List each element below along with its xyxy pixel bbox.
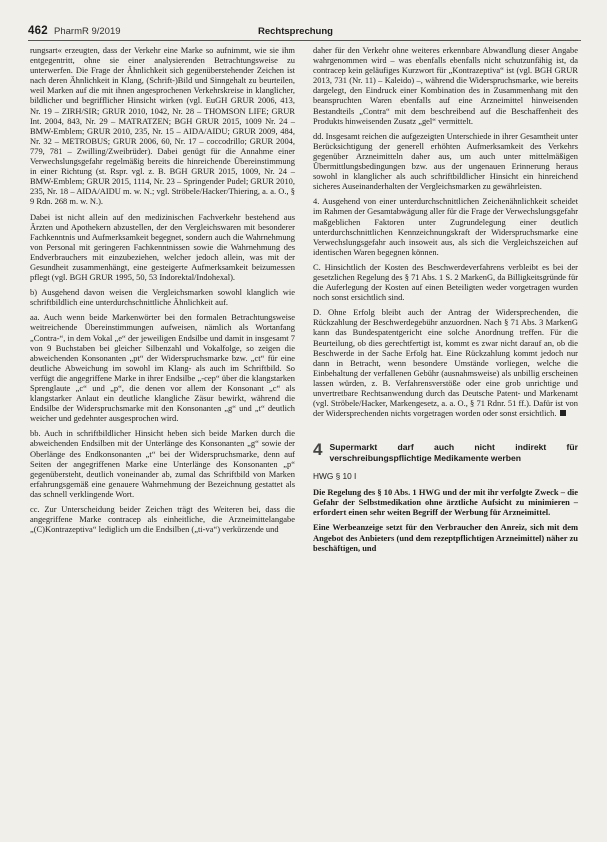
right-paragraph-5	[313, 307, 578, 418]
right-paragraph-4: C. Hinsichtlich der Kosten des Beschwerdeverfahrens verbleibt es bei der gesetzlichen Regelung des § 71 Abs. 1 S. 2 MarkenG, da Billigkeitsgründe für die Auferlegung der Kosten auf einen Beteiligten weder vorgetragen wurden noch sonst ersichtlich sind.	[313, 261, 578, 303]
end-of-article-mark	[560, 410, 566, 416]
page-number: 462	[28, 25, 48, 37]
right-paragraph-1: daher für den Verkehr ohne weiteres erkennbare Abwandlung dieser Angabe wahrgenommen wird – was ebenfalls ebenfalls nicht schutzunfähig ist, da contracep kein geläufiges Kurzwort für „Kontrazeptiva“ ist (vgl. BGH GRUR 2013, 731 (Nr. 11) – Kaleido) –, während die Widerspruchsmarke, wie bereits dargelegt, den Eindruck einer Kombination des in Zusammenhang mit den beanspruchten Waren ebenfalls auf eine Arzneimittel hinweisenden Bestandteils „Contra“ mit dem beschreibend auf die Beschaffenheit des Produkts hinweisenden Zusatz „gel“ vermittelt.	[313, 45, 578, 126]
journal-issue: PharmR 9/2019	[54, 26, 121, 37]
right-paragraph-5-text: D. Ohne Erfolg bleibt auch der Antrag der Widersprechenden, die Rückzahlung der Beschwerdegebühr anzuordnen. Nach § 71 Abs. 3 MarkenG kann das Bundespatentgericht eine solche Anordnung treffen. Für die Beurteilung, ob dies gerechtfertigt ist, kommt es zwar nicht darauf an, ob die Beschwerde in der Sache Erfolg hat. Eine Rückzahlung kommt jedoch nur dann in Betracht, wenn besondere Umstände vorliegen, welche die Einbehaltung der verfallenen Gebühr (ausnahmsweise) als unbillig erscheinen lassen würden, z. B. Verfahrensverstöße oder eine grob unrichtige und unvertretbare Rechtsanwendung durch das Deutsche Patent- und Markenamt (vgl. Ströbele/Hacker, Markengesetz, a. a. O., § 71 Rdnr. 51 ff.). Dafür ist von der Widersprechenden nichts vorgetragen worden oder sonst ersichtlich.	[313, 307, 578, 419]
new-decision-section	[313, 442, 578, 552]
right-paragraph-3: 4. Ausgehend von einer unterdurchschnittlichen Zeichenähnlichkeit scheidet im Rahmen der Gesamtabwägung aller für die Frage der Verwechslungsgefahr maßgeblichen Faktoren unter Zugrundelegung einer deutlich unterdurchschnittlichen Kennzeichnungskraft der Widerspruchsmarke eine Verwechslungsgefahr auch insoweit aus, als sich die Vergleichszeichen auf identischen Waren begegnen können.	[313, 196, 578, 257]
rubric-title: Rechtsprechung	[258, 26, 333, 37]
left-paragraph-2: Dabei ist nicht allein auf den medizinischen Fachverkehr bestehend aus Ärzten und Apothekern abzustellen, der den Vergleichswaren mit besonderer Fachkenntnis und Aufmerksamkeit begegnet, sondern auch die Wahrnehmung von Personal mit geringeren Fachkenntnissen sowie die Wahrnehmung des Endverbrauchers mit einzubeziehen, welcher jedoch allein, was mit der Gesundheit zusammenhängt, eine gesteigerte Aufmerksamkeit beizumessen pflegt (vgl. BGH GRUR 1995, 50, 53 Indorektal/Indohexal).	[30, 211, 295, 283]
left-paragraph-5: bb. Auch in schriftbildlicher Hinsicht heben sich beide Marken durch die abweichenden Endsilben mit der Unterlänge des Konsonanten „g“ sowie der Oberlänge des Endkonsonanten „t“ bei der Widerspruchsmarke, denn auf Seiten der angegriffenen Marke eine Unterlänge des Konsonanten „p“ gegenübersteht, deutlich voneinander ab, zumal das Schriftbild von Marken erfahrungsgemäß eine genauere Wahrnehmung der Bezeichnung gestattet als das schnell verklingende Wort.	[30, 428, 295, 499]
left-column	[30, 45, 295, 539]
section-title: Supermarkt darf auch nicht indirekt für verschreibungspflichtige Medikamente werben	[329, 442, 578, 463]
left-paragraph-1: rungsart« erzeugten, dass der Verkehr eine Marke so aufnimmt, wie sie ihm entgegentritt, ohne sie einer analysierenden Betrachtungsweise zu unterwerfen. Die Frage der Ähnlichkeit sich gegenüberstehender Zeichen ist nach deren Ähnlichkeit in Klang, (Schrift-)Bild und Sinngehalt zu beurteilen, weil Marken auf die mit ihnen angesprochenen Verkehrskreise in klanglicher, bildlicher und begrifflicher Hinsicht wirken (vgl. EuGH GRUR 2006, 413, Nr. 19 – ZIRH/SIR; GRUR 2010, 1042, Nr. 28 – THOMSON LIFE; GRUR Int. 2004, 843, Nr. 29 – MATRATZEN; BGH GRUR 2015, 1009 Nr. 24 – BMW-Emblem; GRUR 2010, 235, Nr. 15 – AIDA/AIDU; GRUR 2009, 484, Nr. 32 – METROBUS; GRUR 2006, 60, Nr. 17 – coccodrillo; GRUR 2004, 779, 781 – Zwilling/Zweibrüder). Dabei genügt für die Annahme einer Verwechslungsgefahr regelmäßig bereits die hinreichende Übereinstimmung in einer Richtung (st. Rspr. vgl. z. B. BGH GRUR 2015, 1009, Nr. 24 – BMW-Emblem; GRUR 2015, 1114, Nr. 23 – Springender Pudel; GRUR 2010, 235, Nr. 18 – AIDA/AIDU m. w. N.; vgl. Ströbele/Hacker/Thiering, a. a. O., § 9 Rdn. 268 m. w. N.).	[30, 45, 295, 207]
law-reference: HWG § 10 I	[313, 471, 357, 482]
left-paragraph-4: aa. Auch wenn beide Markenwörter bei den formalen Betrachtungsweise weitreichende Übereinstimmungen aufweisen, nämlich als Wortanfang „Contra-“, in dem Vokal „e“ der jeweiligen Endsilbe und damit in insgesamt 7 von 9 Buchstaben bei gleicher Silbenzahl und Vokalfolge, so zeigen die abweichenden Konsonanten „pt“ der Widerspruchsmarke bzw. „ct“ für eine deutliche Abweichung im sowohl im Klang- als auch im Schriftbild. So verfügt die angegriffene Marke in ihrer Endsilbe „-cep“ über die klangstarken Sprenglaute „c“ und „p“, die denen vor allem der Konsonant „c“ als klangstarker Anlaut ein deutliche klangliche Zäsur bewirkt, während die Endsilbe der Widerspruchsmarke mit den Konsonanten „g“ und „t“ deutlich weicher und gedehnter ausgesprochen wird.	[30, 312, 295, 424]
right-paragraph-2: dd. Insgesamt reichen die aufgezeigten Unterschiede in ihrer Gesamtheit unter Berücksichtigung der generell erhöhten Aufmerksamkeit des Verkehrs gegenüber Arzneimitteln daher aus, um auch unter mittelmäßigen Übermittlungsbedingungen bzw. aus der ungenauen Erinnerung heraus sowohl in klanglicher als auch schriftbildlicher Hinsicht ein hinreichend sicheres Auseinanderhalten der Vergleichsmarken zu gewährleisten.	[313, 130, 578, 192]
right-column	[313, 45, 578, 558]
header-divider	[28, 40, 581, 41]
section-number: 4	[313, 440, 323, 460]
headnote: Die Regelung des § 10 Abs. 1 HWG und der mit ihr verfolgte Zweck – die Gefahr der Selbstmedikation ohne ärztliche Aufsicht zu minimieren – erfordert einen sehr weiten Begriff der Werbung für Arzneimittel.	[313, 487, 578, 518]
left-paragraph-3: b) Ausgehend davon weisen die Vergleichsmarken sowohl klanglich wie schriftbildlich eine unterdurchschnittliche Ähnlichkeit auf.	[30, 287, 295, 308]
headnote-continuation: Eine Werbeanzeige setzt für den Verbraucher den Anreiz, sich mit dem Angebot des Anbieters (und dem rezeptpflichtigen Arzneimittel) näher zu beschäftigen, und	[313, 522, 578, 553]
section-heading	[313, 442, 578, 463]
left-paragraph-6: cc. Zur Unterscheidung beider Zeichen trägt des Weiteren bei, dass die angegriffene Marke contracep als einheitliche, die Arzneimittelangabe „(C)Kontrazeptiva“ lediglich um die Endsilben („ti-va“) verkürzende und	[30, 504, 295, 535]
